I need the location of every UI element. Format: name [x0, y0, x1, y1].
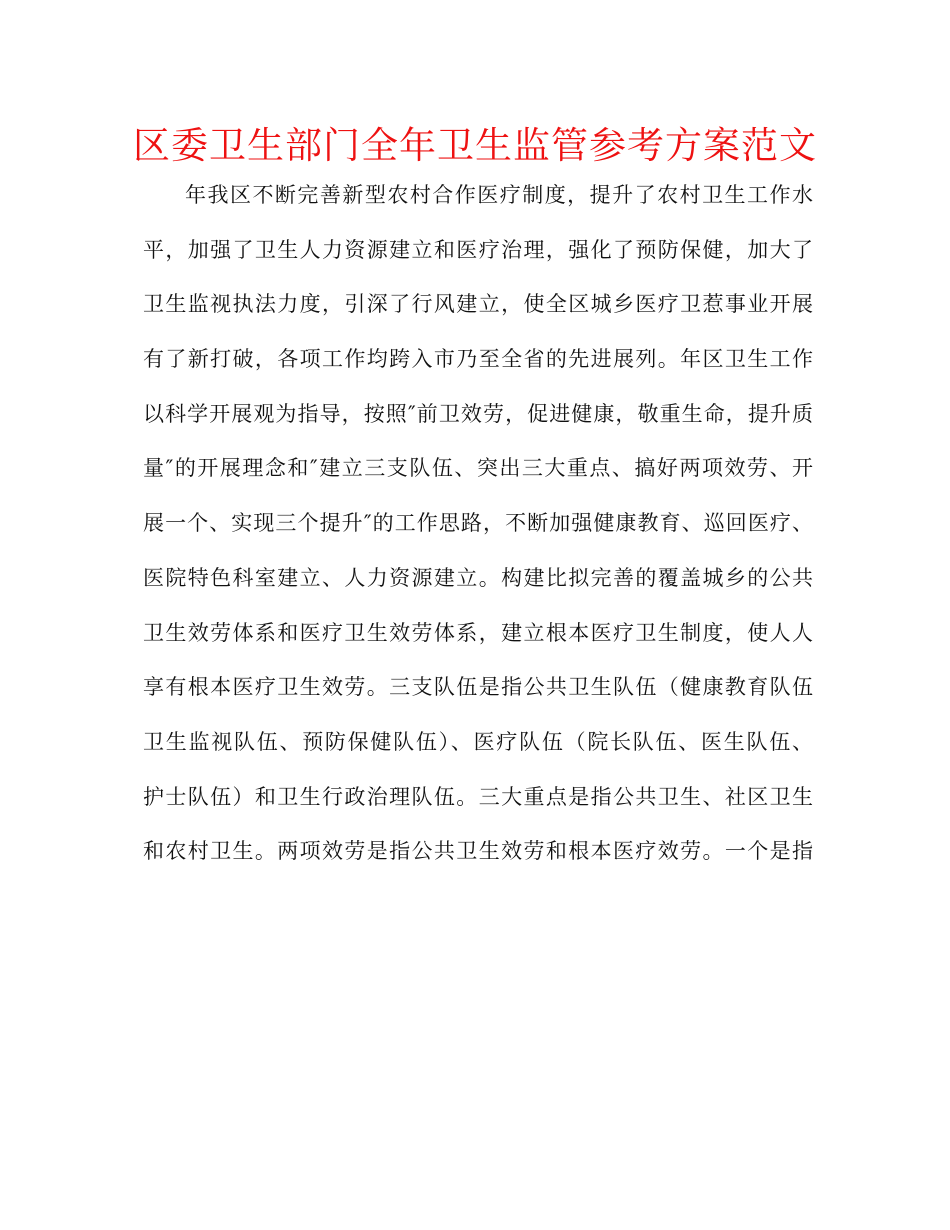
- paragraph-line: 以科学开展观为指导，按照″前卫效劳，促进健康，敬重生命，提升质: [143, 401, 813, 426]
- paragraph-line: 量″的开展理念和″建立三支队伍、突出三大重点、搞好两项效劳、开: [143, 456, 813, 481]
- paragraph-line: 卫生监视队伍、预防保健队伍）、医疗队伍（院长队伍、医生队伍、: [143, 729, 813, 754]
- paragraph-line: 护士队伍）和卫生行政治理队伍。三大重点是指公共卫生、社区卫生: [143, 784, 813, 809]
- paragraph-line: 和农村卫生。两项效劳是指公共卫生效劳和根本医疗效劳。一个是指: [143, 839, 813, 864]
- paragraph-line: 有了新打破，各项工作均跨入市乃至全省的先进展列。年区卫生工作: [143, 347, 813, 372]
- document-title: 区委卫生部门全年卫生监管参考方案范文: [133, 124, 817, 167]
- paragraph-line: 享有根本医疗卫生效劳。三支队伍是指公共卫生队伍（健康教育队伍: [143, 675, 813, 700]
- paragraph-line: 展一个、实现三个提升″的工作思路，不断加强健康教育、巡回医疗、: [143, 511, 813, 536]
- document-body: [143, 168, 813, 879]
- paragraph-line: 年我区不断完善新型农村合作医疗制度，提升了农村卫生工作水: [185, 183, 813, 207]
- paragraph-line: 卫生监视执法力度，引深了行风建立，使全区城乡医疗卫惹事业开展: [143, 292, 813, 317]
- paragraph-line: 平，加强了卫生人力资源建立和医疗治理，强化了预防保健，加大了: [143, 237, 813, 262]
- paragraph-line: 医院特色科室建立、人力资源建立。构建比拟完善的覆盖城乡的公共: [143, 565, 813, 590]
- paragraph-line: 卫生效劳体系和医疗卫生效劳体系，建立根本医疗卫生制度，使人人: [143, 620, 813, 645]
